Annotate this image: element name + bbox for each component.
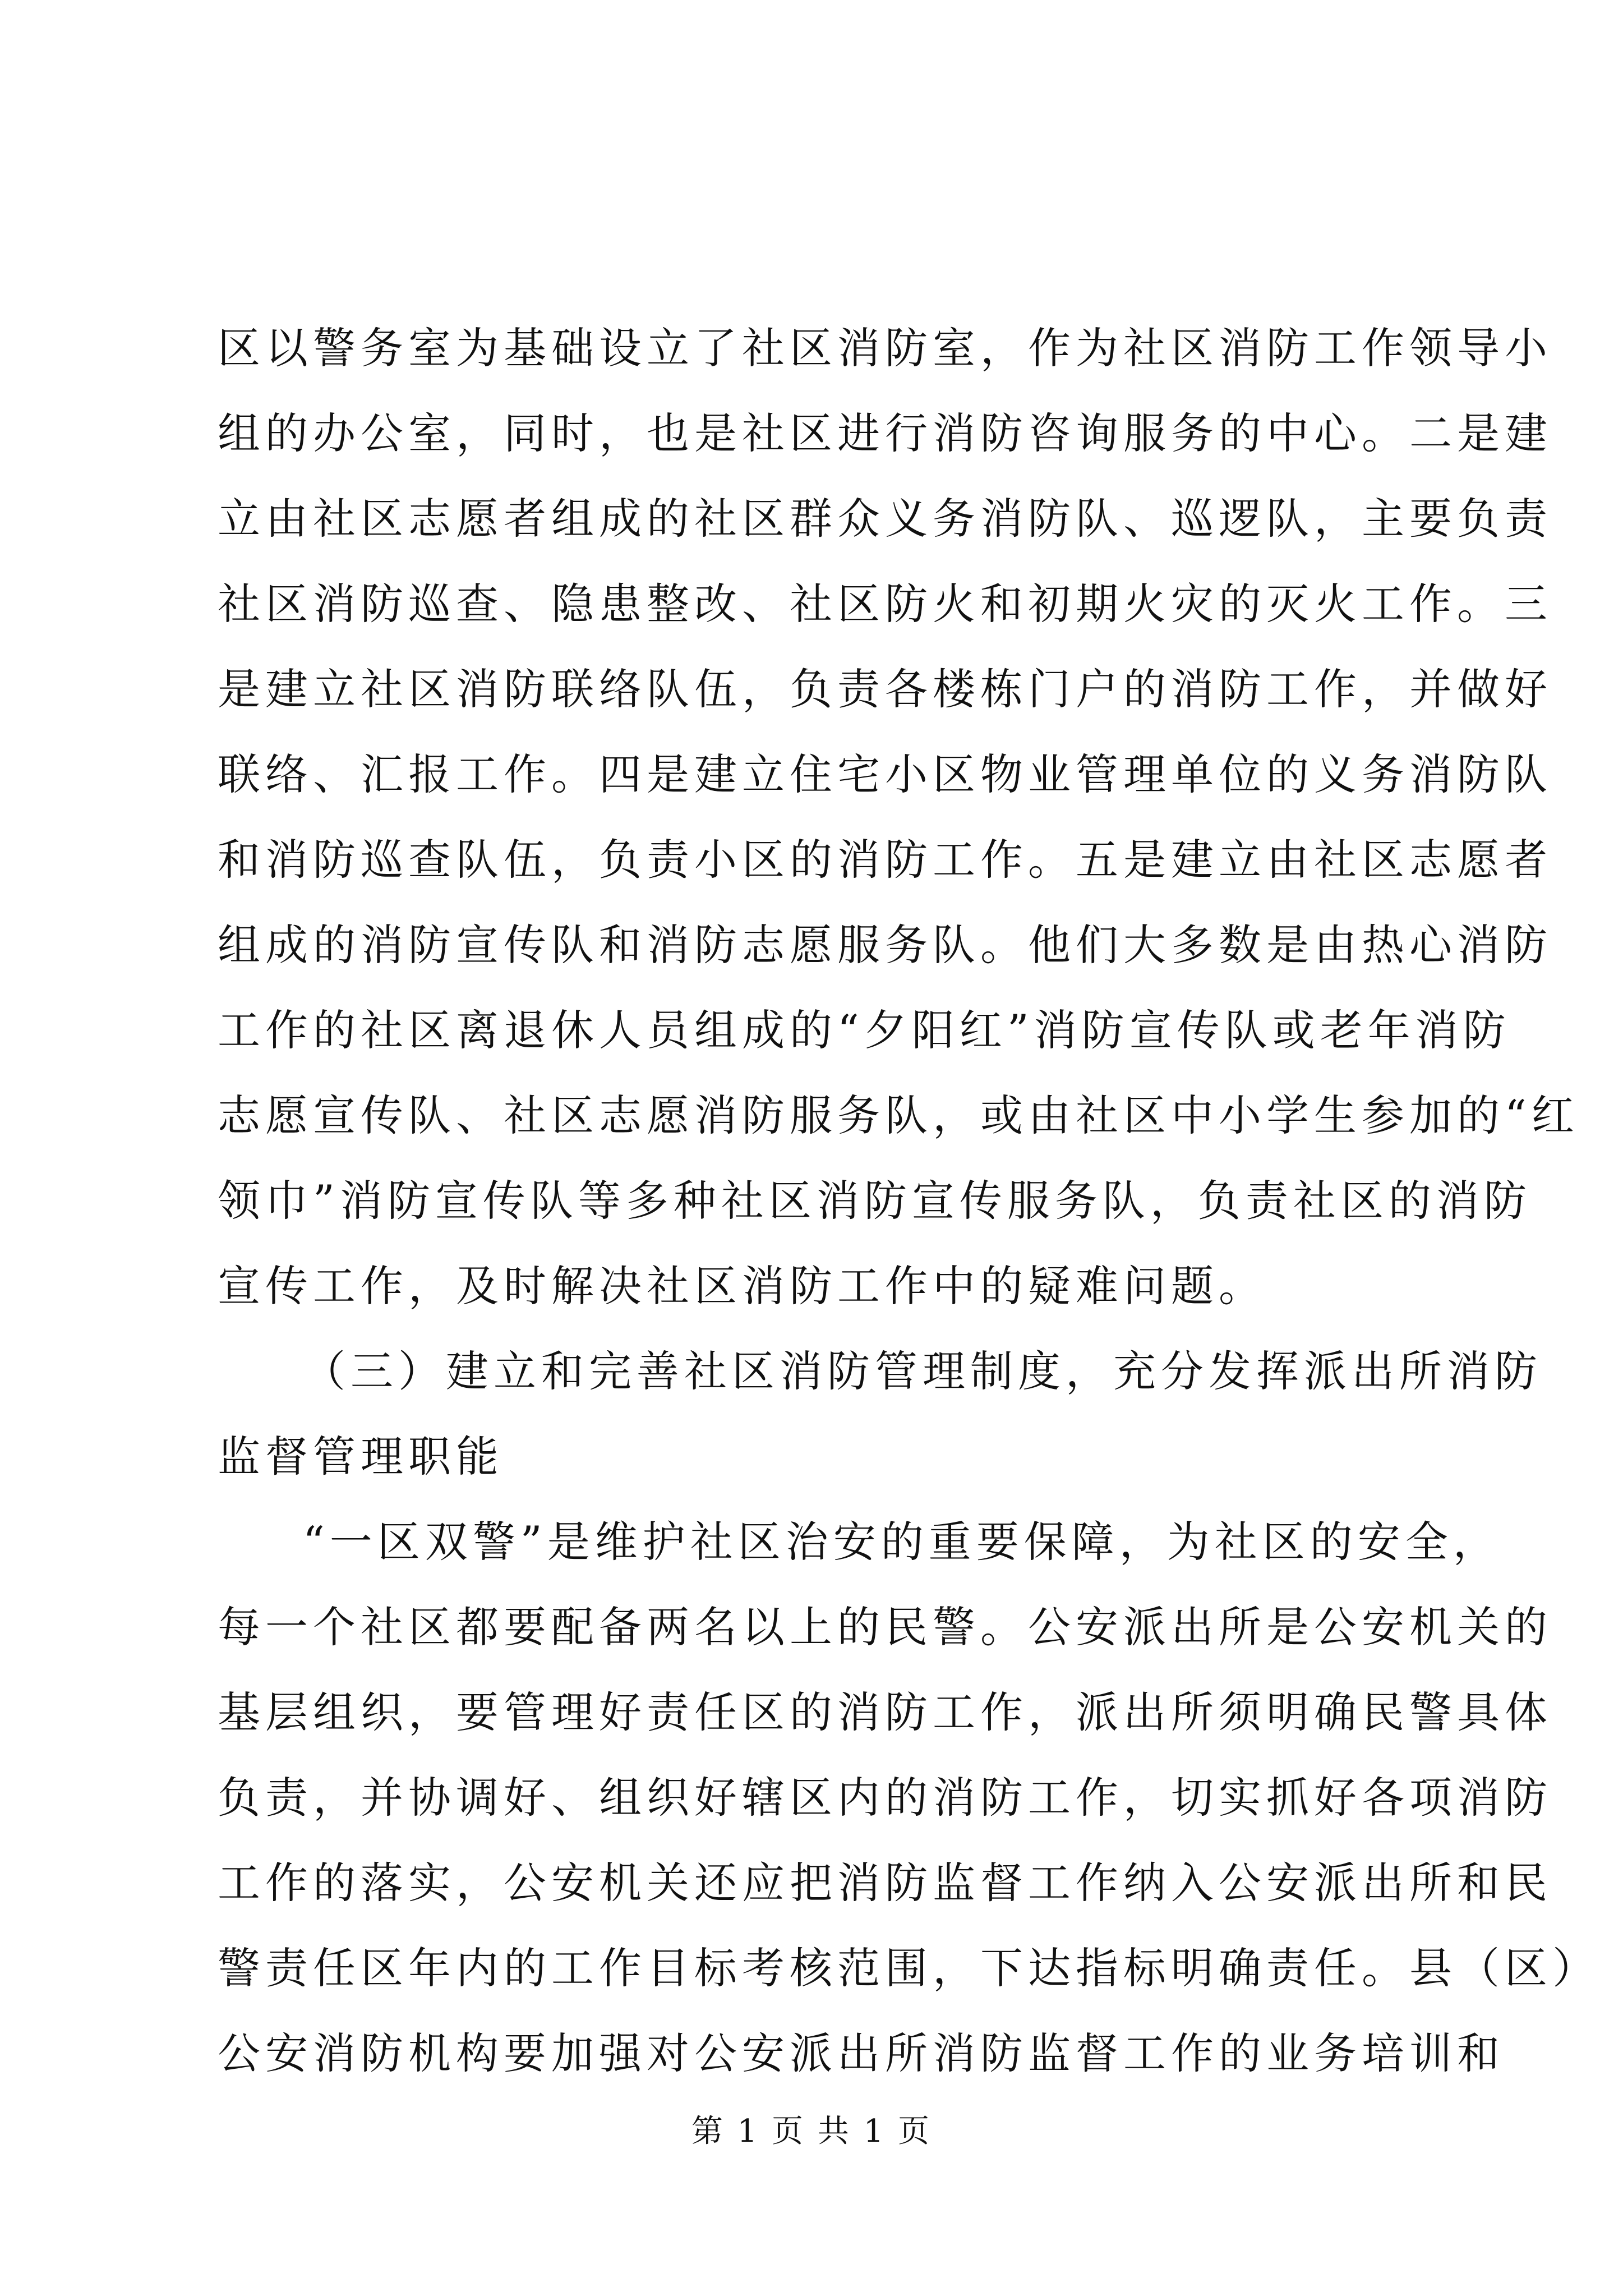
- text-line: 和消防巡查队伍，负责小区的消防工作。五是建立由社区志愿者: [218, 835, 1552, 885]
- text-line: 负责，并协调好、组织好辖区内的消防工作，切实抓好各项消防: [218, 1773, 1552, 1823]
- section-heading-continued: 监督管理职能: [218, 1432, 504, 1481]
- text-line: 立由社区志愿者组成的社区群众义务消防队、巡逻队，主要负责: [218, 494, 1552, 544]
- text-line: 是建立社区消防联络队伍，负责各楼栋门户的消防工作，并做好: [218, 664, 1552, 714]
- paragraph-start: “一区双警”是维护社区治安的重要保障，为社区的安全，: [303, 1517, 1501, 1567]
- text-line: 组成的消防宣传队和消防志愿服务队。他们大多数是由热心消防: [218, 920, 1552, 970]
- body-text: [218, 306, 1600, 2096]
- text-line: 每一个社区都要配备两名以上的民警。公安派出所是公安机关的: [218, 1602, 1552, 1652]
- section-heading: （三）建立和完善社区消防管理制度，充分发挥派出所消防: [303, 1346, 1542, 1396]
- page-footer: 第 1 页 共 1 页: [691, 2113, 932, 2150]
- text-line: 志愿宣传队、社区志愿消防服务队，或由社区中小学生参加的“红: [218, 1091, 1579, 1140]
- text-line: 区以警务室为基础设立了社区消防室，作为社区消防工作领导小: [218, 323, 1552, 373]
- text-line: 社区消防巡查、隐患整改、社区防火和初期火灾的灭火工作。三: [218, 579, 1552, 629]
- text-line: 公安消防机构要加强对公安派出所消防监督工作的业务培训和: [218, 2028, 1505, 2078]
- text-line: 组的办公室，同时，也是社区进行消防咨询服务的中心。二是建: [218, 408, 1552, 458]
- text-line: 工作的社区离退休人员组成的“夕阳红”消防宣传队或老年消防: [218, 1005, 1511, 1055]
- text-line: 工作的落实，公安机关还应把消防监督工作纳入公安派出所和民: [218, 1858, 1552, 1908]
- text-line: 警责任区年内的工作目标考核范围，下达指标明确责任。县（区）: [218, 1943, 1600, 1993]
- text-line: 宣传工作，及时解决社区消防工作中的疑难问题。: [218, 1261, 1266, 1311]
- text-line: 基层组织，要管理好责任区的消防工作，派出所须明确民警具体: [218, 1687, 1552, 1737]
- text-line: 领巾”消防宣传队等多种社区消防宣传服务队，负责社区的消防: [218, 1176, 1532, 1226]
- text-line: 联络、汇报工作。四是建立住宅小区物业管理单位的义务消防队: [218, 749, 1552, 799]
